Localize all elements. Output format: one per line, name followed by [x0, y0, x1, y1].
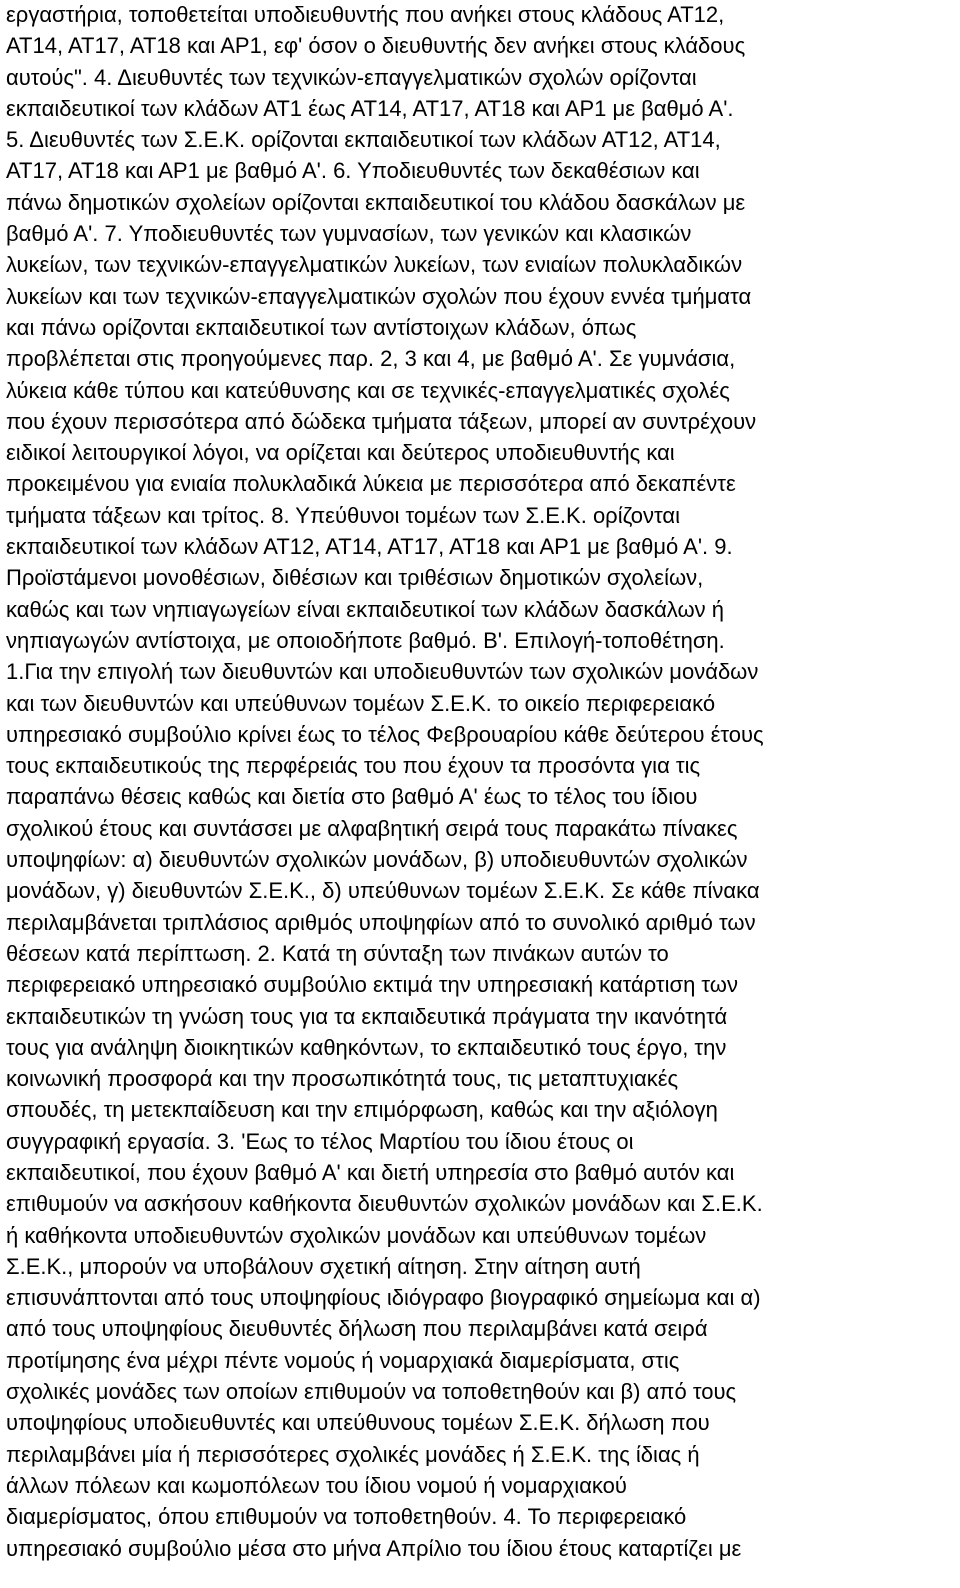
text-line: εκπαιδευτικοί των κλάδων ΑΤ1 έως ΑΤ14, ΑΤ17, ΑΤ18 και ΑΡ1 με βαθμό Α'.: [6, 95, 734, 121]
text-line: άλλων πόλεων και κωμοπόλεων του ίδιου νομού ή νομαρχιακού: [6, 1472, 627, 1498]
text-line: επισυνάπτονται από τους υποψηφίους ιδιόγραφο βιογραφικό σημείωμα και α): [6, 1285, 761, 1311]
text-line: τμήματα τάξεων και τρίτος. 8. Υπεύθυνοι τομέων των Σ.Ε.Κ. ορίζονται: [6, 502, 681, 528]
text-line: παραπάνω θέσεις καθώς και διετία στο βαθμό Α' έως το τέλος του ίδιου: [6, 784, 698, 810]
text-line: εκπαιδευτικών τη γνώση τους για τα εκπαιδευτικά πράγματα την ικανότητά: [6, 1003, 728, 1029]
text-line: νηπιαγωγών αντίστοιχα, με οποιοδήποτε βαθμό. Β'. Επιλογή-τοποθέτηση.: [6, 627, 725, 653]
text-line: που έχουν περισσότερα από δώδεκα τμήματα τάξεων, μπορεί αν συντρέχουν: [6, 408, 757, 434]
text-line: αυτούς". 4. Διευθυντές των τεχνικών-επαγγελματικών σχολών ορίζονται: [6, 64, 697, 90]
text-line: καθώς και των νηπιαγωγείων είναι εκπαιδευτικοί των κλάδων δασκάλων ή: [6, 596, 724, 622]
text-line: εργαστήρια, τοποθετείται υποδιευθυντής που ανήκει στους κλάδους ΑΤ12,: [6, 2, 725, 27]
text-line: ΑΤ17, ΑΤ18 και ΑΡ1 με βαθμό Α'. 6. Υποδιευθυντές των δεκαθέσιων και: [6, 158, 700, 184]
text-line: 5. Διευθυντές των Σ.Ε.Κ. ορίζονται εκπαιδευτικοί των κλάδων ΑΤ12, ΑΤ14,: [6, 127, 721, 153]
text-line: υποψηφίων: α) διευθυντών σχολικών μονάδων, β) υποδιευθυντών σχολικών: [6, 847, 748, 873]
text-line: εκπαιδευτικοί, που έχουν βαθμό Α' και διετή υπηρεσία στο βαθμό αυτόν και: [6, 1159, 735, 1185]
text-line: τους εκπαιδευτικούς της περφέρειάς του που έχουν τα προσόντα για τις: [6, 753, 701, 779]
text-line: 1.Για την επιγολή των διευθυντών και υποδιευθυντών των σχολικών μονάδων: [6, 659, 759, 685]
text-line: Προϊστάμενοι μονοθέσιων, διθέσιων και τριθέσιων δημοτικών σχολείων,: [6, 565, 704, 591]
text-line: προβλέπεται στις προηγούμενες παρ. 2, 3 και 4, με βαθμό Α'. Σε γυμνάσια,: [6, 346, 736, 372]
text-line: μονάδων, γ) διευθυντών Σ.Ε.Κ., δ) υπεύθυνων τομέων Σ.Ε.Κ. Σε κάθε πίνακα: [6, 878, 760, 904]
text-line: προκειμένου για ενιαία πολυκλαδικά λύκεια με περισσότερα από δεκαπέντε: [6, 471, 736, 497]
text-line: υπηρεσιακό συμβούλιο κρίνει έως το τέλος Φεβρουαρίου κάθε δεύτερου έτους: [6, 721, 764, 747]
text-line: περιφερειακό υπηρεσιακό συμβούλιο εκτιμά την υπηρεσιακή κατάρτιση των: [6, 972, 738, 998]
text-line: τους για ανάληψη διοικητικών καθηκόντων, το εκπαιδευτικό τους έργο, την: [6, 1034, 727, 1060]
text-line: θέσεων κατά περίπτωση. 2. Κατά τη σύνταξη των πινάκων αυτών το: [6, 940, 669, 966]
text-line: λύκεια κάθε τύπου και κατεύθυνσης και σε τεχνικές-επαγγελματικές σχολές: [6, 377, 730, 403]
text-line: σπουδές, τη μετεκπαίδευση και την επιμόρφωση, καθώς και την αξιόλογη: [6, 1097, 718, 1123]
text-line: κοινωνική προσφορά και την προσωπικότητά τους, τις μεταπτυχιακές: [6, 1066, 679, 1092]
text-line: βαθμό Α'. 7. Υποδιευθυντές των γυμνασίων, των γενικών και κλασικών: [6, 221, 692, 247]
text-line: περιλαμβάνει μία ή περισσότερες σχολικές μονάδες ή Σ.Ε.Κ. της ίδιας ή: [6, 1441, 700, 1467]
text-line: ειδικοί λειτουργικοί λόγοι, να ορίζεται και δεύτερος υποδιευθυντής και: [6, 440, 675, 466]
text-line: ΑΤ14, ΑΤ17, ΑΤ18 και ΑΡ1, εφ' όσον ο διευθυντής δεν ανήκει στους κλάδους: [6, 33, 746, 59]
text-line: ή καθήκοντα υποδιευθυντών σχολικών μονάδων και υπεύθυνων τομέων: [6, 1222, 707, 1248]
text-line: και πάνω ορίζονται εκπαιδευτικοί των αντίστοιχων κλάδων, όπως: [6, 314, 637, 340]
text-line: διαμερίσματος, όπου επιθυμούν να τοποθετηθούν. 4. Το περιφερειακό: [6, 1504, 687, 1530]
text-line: λυκείων, των τεχνικών-επαγγελματικών λυκείων, των ενιαίων πολυκλαδικών: [6, 252, 743, 278]
text-line: συγγραφική εργασία. 3. 'Εως το τέλος Μαρτίου του ίδιου έτους οι: [6, 1128, 634, 1154]
text-line: σχολικού έτους και συντάσσει με αλφαβητική σειρά τους παρακάτω πίνακες: [6, 815, 738, 841]
text-line: σχολικές μονάδες των οποίων επιθυμούν να τοποθετηθούν και β) από τους: [6, 1379, 737, 1405]
text-line: υποψηφίους υποδιευθυντές και υπεύθυνους τομέων Σ.Ε.Κ. δήλωση που: [6, 1410, 710, 1436]
document-body: [6, 0, 956, 1564]
text-line: περιλαμβάνεται τριπλάσιος αριθμός υποψηφίων από το συνολικό αριθμό των: [6, 909, 756, 935]
text-line: πάνω δημοτικών σχολείων ορίζονται εκπαιδευτικοί του κλάδου δασκάλων με: [6, 189, 746, 215]
text-line: εκπαιδευτικοί των κλάδων ΑΤ12, ΑΤ14, ΑΤ17, ΑΤ18 και ΑΡ1 με βαθμό Α'. 9.: [6, 534, 733, 560]
text-line: λυκείων και των τεχνικών-επαγγελματικών σχολών που έχουν εννέα τμήματα: [6, 283, 752, 309]
text-line: και των διευθυντών και υπεύθυνων τομέων Σ.Ε.Κ. το οικείο περιφερειακό: [6, 690, 716, 716]
text-line: από τους υποψηφίους διευθυντές δήλωση που περιλαμβάνει κατά σειρά: [6, 1316, 708, 1342]
text-line: Σ.Ε.Κ., μπορούν να υποβάλουν σχετική αίτηση. Στην αίτηση αυτή: [6, 1253, 641, 1279]
text-line: υπηρεσιακό συμβούλιο μέσα στο μήνα Απρίλιο του ίδιου έτους καταρτίζει με: [6, 1535, 742, 1561]
text-line: επιθυμούν να ασκήσουν καθήκοντα διευθυντών σχολικών μονάδων και Σ.Ε.Κ.: [6, 1191, 763, 1217]
text-line: προτίμησης ένα μέχρι πέντε νομούς ή νομαρχιακά διαμερίσματα, στις: [6, 1347, 680, 1373]
